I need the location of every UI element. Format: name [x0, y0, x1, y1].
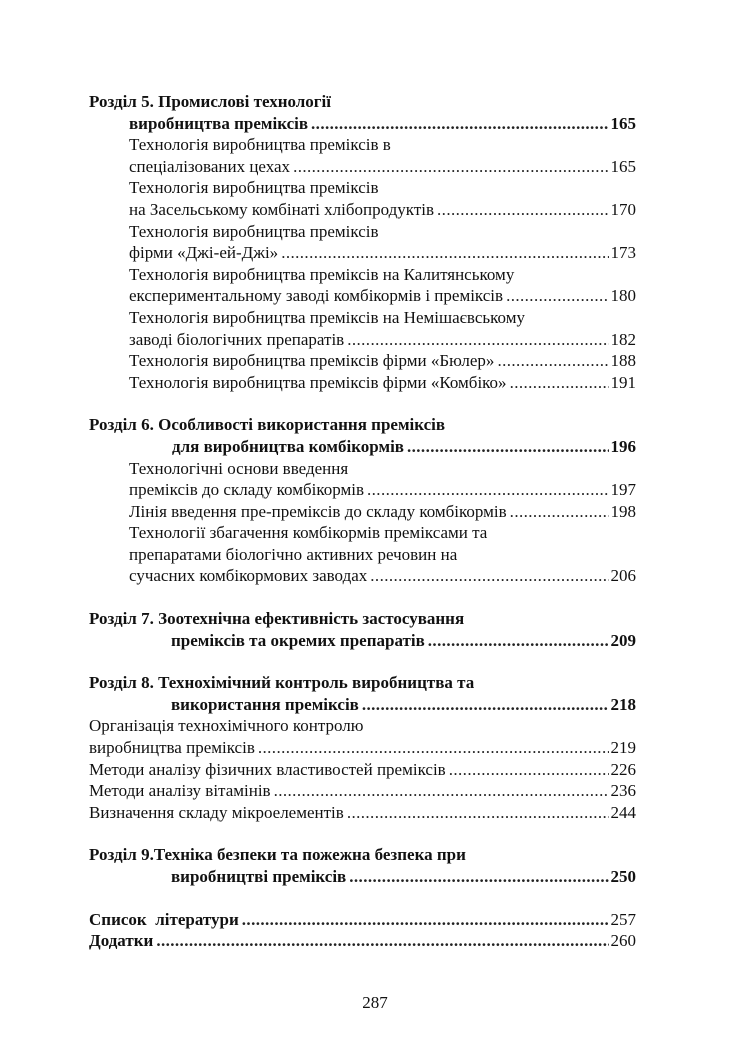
entry-page: 197 [610, 480, 636, 500]
toc-subentry[interactable] [89, 501, 636, 523]
toc-entry-section-8[interactable] [89, 694, 636, 716]
toc-subentry-line: Організація технохімічного контролю [89, 716, 364, 736]
leader-dots [506, 285, 608, 307]
entry-label: спеціалізованих цехах [129, 156, 291, 176]
toc-subentry-line: Технологія виробництва преміксів в [129, 135, 391, 155]
toc-subentry[interactable] [89, 350, 636, 372]
entry-label: виробництва преміксів [89, 738, 255, 758]
entry-page: 257 [610, 909, 636, 929]
entry-page: 226 [610, 759, 636, 779]
entry-page: 236 [610, 781, 636, 801]
toc-subentry-line: препаратами біологічно активних речовин на [129, 544, 458, 564]
entry-label: Технологія виробництва преміксів фірми «Комбіко» [129, 372, 507, 392]
toc-subentry[interactable] [89, 156, 636, 178]
entry-label: сучасних комбікормових заводах [129, 566, 368, 586]
entry-page: 165 [610, 156, 636, 176]
toc-entry-literature[interactable] [89, 909, 636, 931]
entry-page: 218 [610, 694, 636, 714]
toc-entry-section-7[interactable] [89, 630, 636, 652]
entry-page: 196 [610, 436, 636, 456]
toc-subentry[interactable] [89, 285, 636, 307]
entry-label: Методи аналізу фізичних властивостей преміксів [89, 759, 446, 779]
toc-entry-appendix[interactable] [89, 930, 636, 952]
entry-label: виробництва преміксів [129, 113, 309, 133]
entry-label: експериментальному заводі комбікормів і преміксів [129, 286, 504, 306]
leader-dots [367, 479, 609, 501]
toc-entry-section-6[interactable] [89, 436, 636, 458]
section-8-title: Розділ 8. Технохімічний контроль виробництва та [89, 673, 475, 693]
toc-subentry-line: Технології збагачення комбікормів преміксами та [129, 523, 488, 543]
entry-label: Технологія виробництва преміксів фірми «Бюлер» [129, 351, 495, 371]
toc-subentry-line: Технологічні основи введення [129, 458, 349, 478]
toc-subentry[interactable] [89, 759, 636, 781]
toc-subentry[interactable] [89, 329, 636, 351]
entry-label: преміксів та окремих препаратів [171, 630, 425, 650]
leader-dots [510, 501, 609, 523]
entry-label: преміксів до складу комбікормів [129, 480, 364, 500]
toc-subentry-line: Технологія виробництва преміксів [129, 221, 379, 241]
entry-page: 165 [610, 113, 636, 133]
leader-dots [437, 199, 608, 221]
leader-dots [311, 113, 608, 135]
leader-dots [407, 436, 609, 458]
leader-dots [370, 565, 608, 587]
entry-page: 209 [610, 630, 636, 650]
entry-page: 173 [610, 243, 636, 263]
entry-label: Визначення складу мікроелементів [89, 802, 344, 822]
toc-subentry[interactable] [89, 479, 636, 501]
section-5-title: Розділ 5. Промислові технології [89, 92, 331, 111]
entry-label: Додатки [89, 931, 154, 951]
toc-subentry[interactable] [89, 372, 636, 394]
toc-subentry[interactable] [89, 802, 636, 824]
section-6-title: Розділ 6. Особливості використання преміксів [89, 415, 446, 435]
leader-dots [428, 630, 609, 652]
entry-page: 250 [610, 867, 636, 886]
entry-label: Лінія введення пре-преміксів до складу комбікормів [129, 501, 507, 521]
leader-dots [156, 930, 608, 952]
table-of-contents [89, 91, 636, 952]
toc-subentry-line: Технологія виробництва преміксів [129, 178, 379, 198]
entry-page: 191 [610, 372, 636, 392]
entry-label: виробництві преміксів [171, 867, 347, 886]
leader-dots [274, 780, 609, 802]
toc-subentry[interactable] [89, 199, 636, 221]
entry-label: використання преміксів [171, 694, 359, 714]
leader-dots [347, 329, 608, 351]
entry-page: 180 [610, 286, 636, 306]
entry-label: фірми «Джі-ей-Джі» [129, 243, 279, 263]
leader-dots [281, 242, 608, 264]
leader-dots [347, 802, 609, 824]
entry-page: 244 [610, 802, 636, 822]
toc-subentry[interactable] [89, 242, 636, 264]
toc-subentry[interactable] [89, 737, 636, 759]
entry-label: для виробництва комбікормів [172, 436, 404, 456]
leader-dots [497, 350, 608, 372]
toc-entry-section-5[interactable] [89, 113, 636, 135]
leader-dots [293, 156, 608, 178]
leader-dots [449, 759, 609, 781]
leader-dots [362, 694, 609, 716]
page-number: 287 [362, 993, 388, 1012]
entry-page: 182 [610, 329, 636, 349]
entry-label: Методи аналізу вітамінів [89, 781, 271, 801]
entry-page: 206 [610, 566, 636, 586]
entry-label: заводі біологічних препаратів [129, 329, 345, 349]
section-9-title: Розділ 9.Техніка безпеки та пожежна безпека при [89, 845, 466, 865]
leader-dots [510, 372, 609, 394]
entry-page: 188 [610, 351, 636, 371]
entry-page: 260 [610, 931, 636, 951]
entry-page: 170 [610, 199, 636, 219]
leader-dots [349, 866, 608, 888]
toc-subentry[interactable] [89, 565, 636, 587]
leader-dots [258, 737, 609, 759]
section-7-title: Розділ 7. Зоотехнічна ефективність застосування [89, 609, 465, 629]
toc-subentry-line: Технологія виробництва преміксів на Калитянському [129, 264, 515, 284]
toc-subentry[interactable] [89, 780, 636, 802]
entry-page: 219 [610, 738, 636, 758]
entry-label: Список літератури [89, 909, 239, 929]
toc-subentry-line: Технологія виробництва преміксів на Немішаєвському [129, 307, 525, 327]
entry-label: на Засельському комбінаті хлібопродуктів [129, 199, 435, 219]
entry-page: 198 [610, 501, 636, 521]
leader-dots [242, 909, 609, 931]
toc-entry-section-9[interactable] [89, 866, 636, 888]
